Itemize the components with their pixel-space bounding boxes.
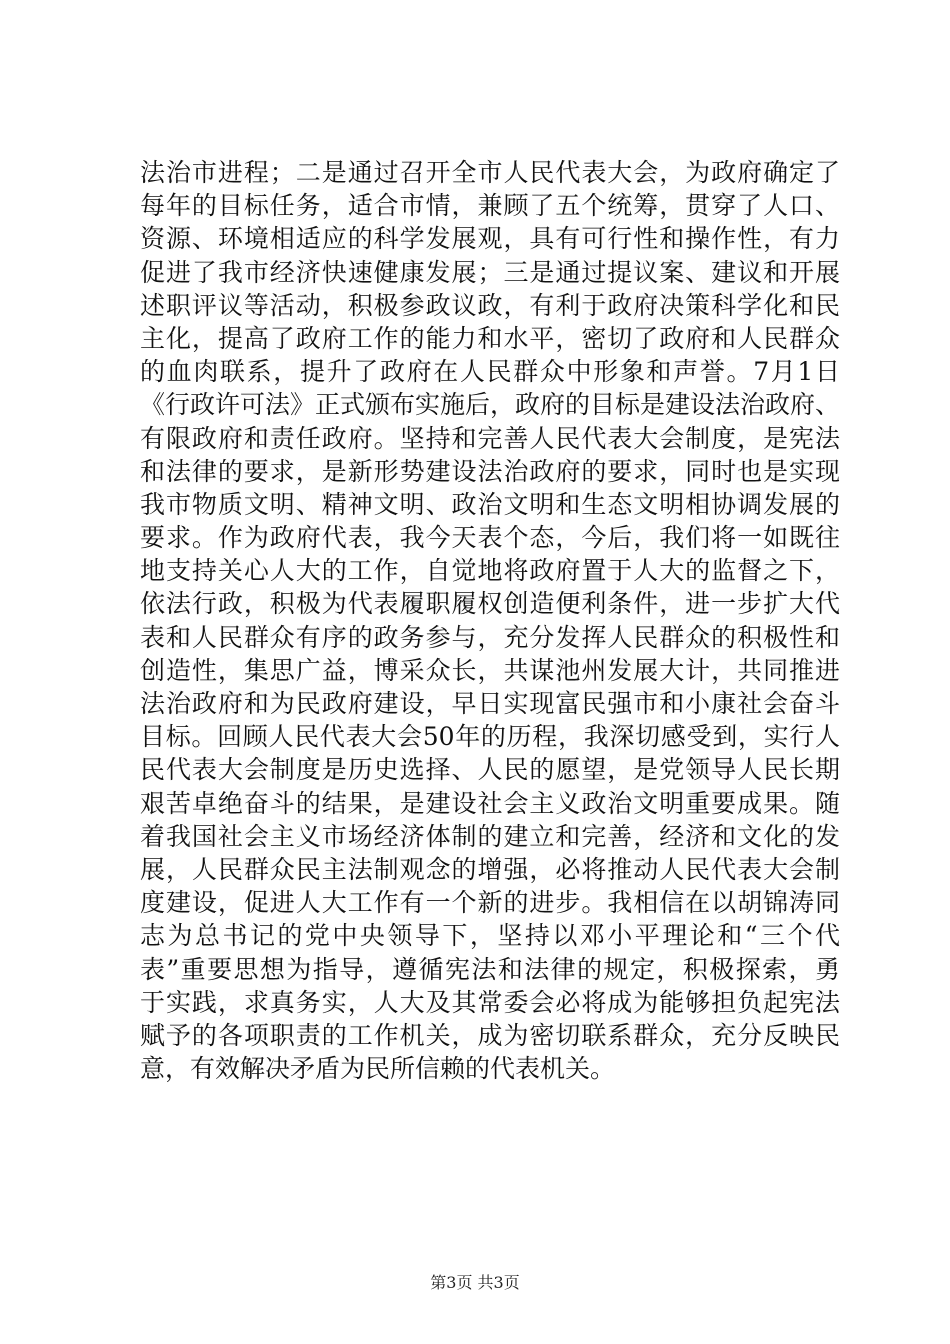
page-footer <box>0 1270 950 1293</box>
text-line: 的血肉联系，提升了政府在人民群众中形象和声誉。7月1日 <box>140 357 840 387</box>
text-line: 《行政许可法》正式颁布实施后，政府的目标是建设法治政府、 <box>140 390 840 420</box>
text-line: 每年的目标任务，适合市情，兼顾了五个统筹，贯穿了人口、 <box>140 191 840 221</box>
text-line: 创造性，集思广益，博采众长，共谋池州发展大计，共同推进 <box>140 655 840 685</box>
text-line: 目标。回顾人民代表大会50年的历程，我深切感受到，实行人 <box>140 722 840 752</box>
text-line: 和法律的要求，是新形势建设法治政府的要求，同时也是实现 <box>140 456 840 486</box>
text-line: 赋予的各项职责的工作机关，成为密切联系群众，充分反映民 <box>140 1020 840 1050</box>
body-paragraph <box>140 156 840 1085</box>
text-line: 依法行政，积极为代表履职履权创造便利条件，进一步扩大代 <box>140 589 840 619</box>
text-line: 地支持关心人大的工作，自觉地将政府置于人大的监督之下， <box>140 556 840 586</box>
text-line: 艰苦卓绝奋斗的结果，是建设社会主义政治文明重要成果。随 <box>140 788 840 818</box>
text-line: 于实践，求真务实，人大及其常委会必将成为能够担负起宪法 <box>140 987 840 1017</box>
text-line: 法治市进程；二是通过召开全市人民代表大会，为政府确定了 <box>140 158 840 187</box>
text-line: 民代表大会制度是历史选择、人民的愿望，是党领导人民长期 <box>140 755 840 785</box>
text-line: 表和人民群众有序的政务参与，充分发挥人民群众的积极性和 <box>140 622 840 652</box>
text-line: 主化，提高了政府工作的能力和水平，密切了政府和人民群众 <box>140 323 840 353</box>
text-line: 表”重要思想为指导，遵循宪法和法律的规定，积极探索，勇 <box>140 954 840 984</box>
text-line: 度建设，促进人大工作有一个新的进步。我相信在以胡锦涛同 <box>140 888 840 918</box>
text-line: 我市物质文明、精神文明、政治文明和生态文明相协调发展的 <box>140 489 840 519</box>
text-line: 要求。作为政府代表，我今天表个态，今后，我们将一如既往 <box>140 523 840 553</box>
text-line: 述职评议等活动，积极参政议政，有利于政府决策科学化和民 <box>140 290 840 320</box>
text-line: 意，有效解决矛盾为民所信赖的代表机关。 <box>140 1054 616 1084</box>
text-line: 展，人民群众民主法制观念的增强，必将推动人民代表大会制 <box>140 854 840 884</box>
text-line: 着我国社会主义市场经济体制的建立和完善，经济和文化的发 <box>140 821 840 851</box>
text-line: 促进了我市经济快速健康发展；三是通过提议案、建议和开展 <box>140 257 840 287</box>
text-line: 志为总书记的党中央领导下，坚持以邓小平理论和“三个代 <box>140 921 840 951</box>
page-number-label: 第3页 共3页 <box>430 1273 520 1292</box>
text-line: 资源、环境相适应的科学发展观，具有可行性和操作性，有力 <box>140 224 840 254</box>
text-line: 有限政府和责任政府。坚持和完善人民代表大会制度，是宪法 <box>140 423 840 453</box>
text-line: 法治政府和为民政府建设，早日实现富民强市和小康社会奋斗 <box>140 689 840 718</box>
